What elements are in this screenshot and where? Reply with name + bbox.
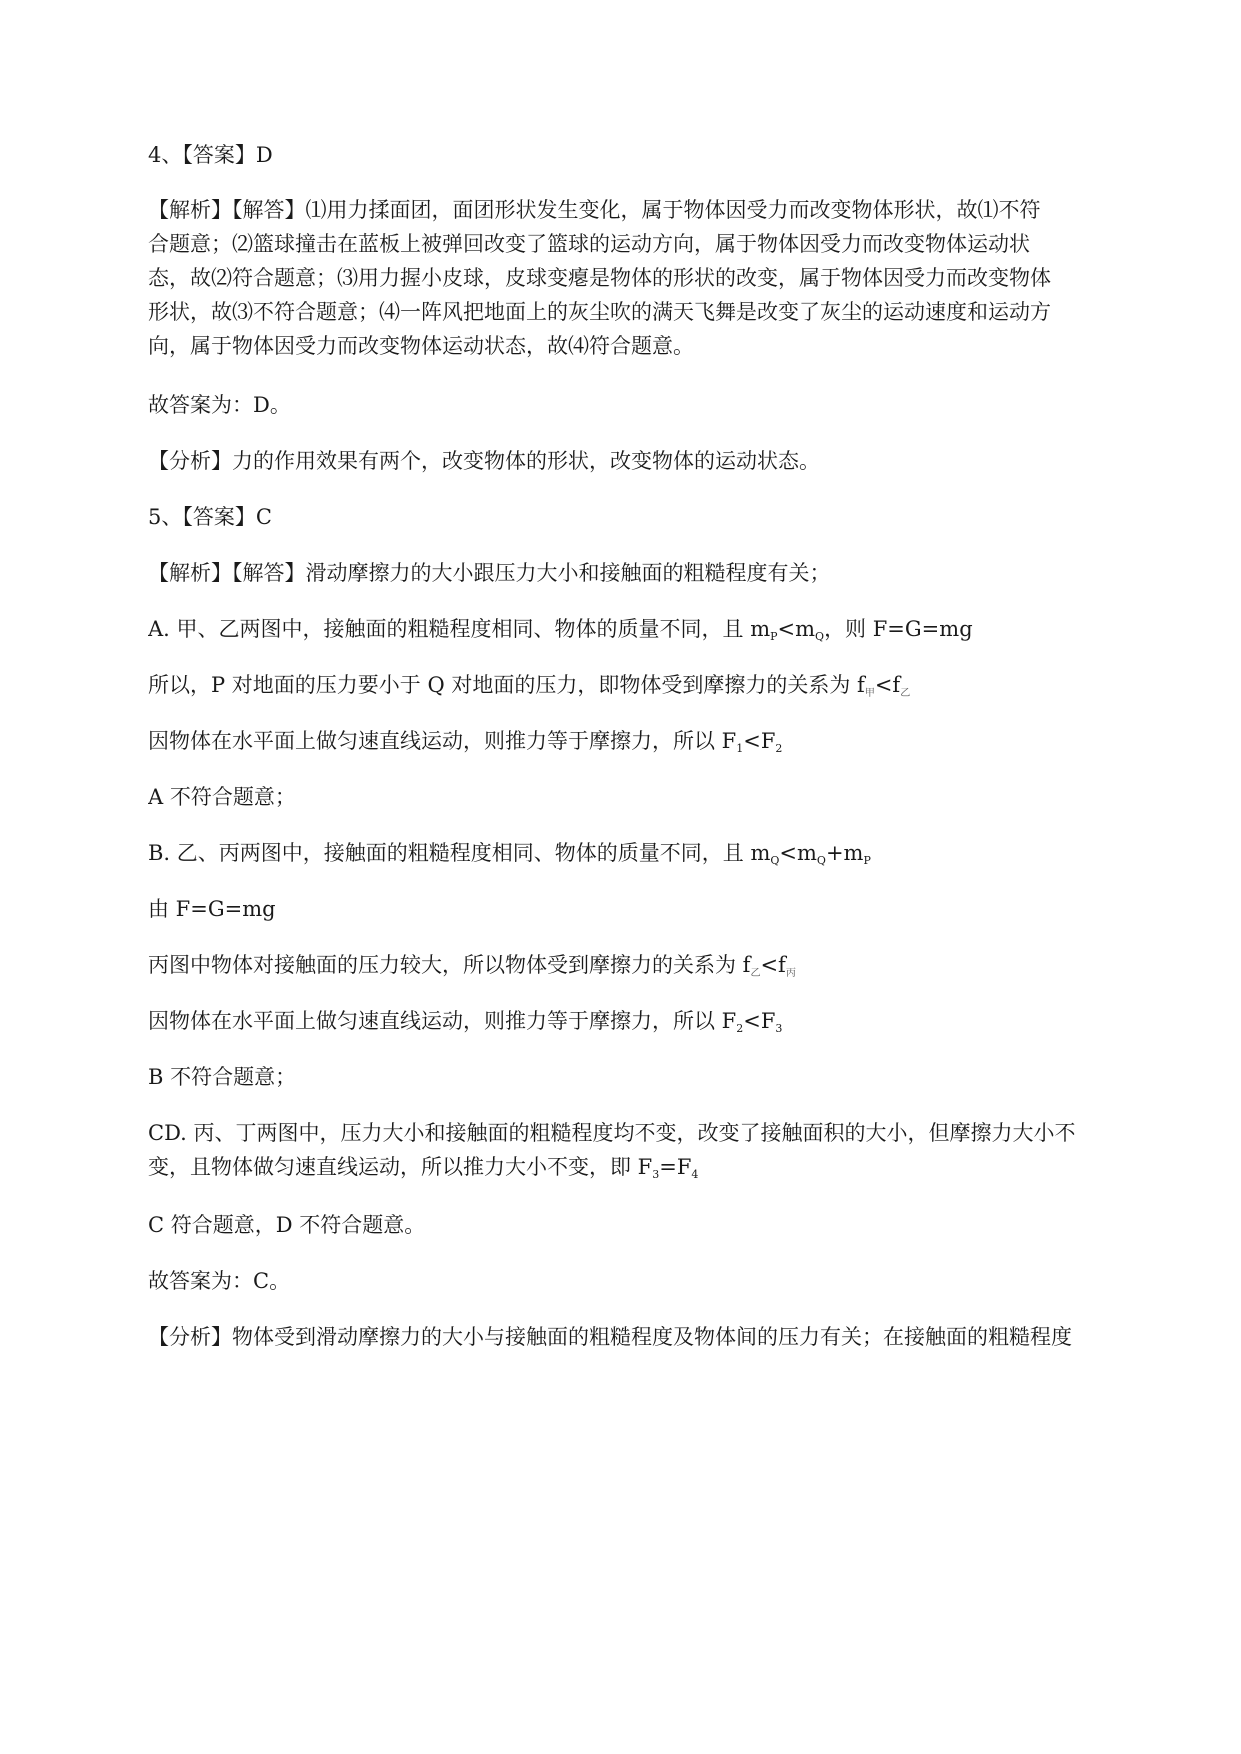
- subscript: 3: [652, 1168, 660, 1181]
- q4-analysis-line-4: 形状，故⑶不符合题意；⑷一阵风把地面上的灰尘吹的满天飞舞是改变了灰尘的运动速度和运动方: [148, 300, 1051, 324]
- text: <F: [743, 1009, 776, 1033]
- subscript: 乙: [750, 968, 761, 979]
- q5-option-a-line-2: [148, 670, 1148, 700]
- subscript: 甲: [864, 688, 875, 699]
- text: A. 甲、乙两图中，接触面的粗糙程度相同、物体的质量不同，且 m: [148, 617, 771, 641]
- text: <F: [743, 729, 776, 753]
- subscript: Q: [816, 854, 826, 867]
- text: <m: [779, 841, 817, 865]
- subscript: 4: [691, 1168, 699, 1181]
- q5-summary: 【分析】物体受到滑动摩擦力的大小与接触面的粗糙程度及物体间的压力有关；在接触面的粗糙程度: [148, 1325, 1072, 1349]
- subscript: 丙: [785, 968, 796, 979]
- text: B. 乙、丙两图中，接触面的粗糙程度相同、物体的质量不同，且 m: [148, 841, 771, 865]
- subscript: 2: [736, 1022, 744, 1035]
- text: <f: [874, 673, 901, 697]
- q4-analysis-line-2: 合题意；⑵篮球撞击在蓝板上被弹回改变了篮球的运动方向，属于物体因受力而改变物体运动状: [148, 232, 1030, 256]
- text: ，则 F=G=mg: [824, 617, 973, 641]
- q4-conclusion: 故答案为：D。: [148, 393, 291, 417]
- subscript: 3: [775, 1022, 783, 1035]
- text: +m: [825, 841, 864, 865]
- subscript: 1: [736, 742, 744, 755]
- subscript: Q: [770, 854, 780, 867]
- text: =F: [659, 1155, 692, 1179]
- q5-option-b-line-4: [148, 1006, 1148, 1036]
- subscript: P: [770, 630, 778, 643]
- q5-option-cd-line-3: C 符合题意，D 不符合题意。: [148, 1213, 426, 1237]
- q4-summary: 【分析】力的作用效果有两个，改变物体的形状，改变物体的运动状态。: [148, 449, 820, 473]
- subscript: Q: [815, 630, 825, 643]
- q5-conclusion: 故答案为：C。: [148, 1269, 291, 1293]
- text: 丙图中物体对接触面的压力较大，所以物体受到摩擦力的关系为 f: [148, 953, 751, 977]
- text: 因物体在水平面上做匀速直线运动，则推力等于摩擦力，所以 F: [148, 729, 737, 753]
- q5-analysis-intro: 【解析】【解答】滑动摩擦力的大小跟压力大小和接触面的粗糙程度有关；: [148, 561, 831, 585]
- q5-option-b-line-3: [148, 950, 1148, 980]
- q5-answer: 5、【答案】C: [148, 505, 272, 529]
- subscript: 乙: [900, 688, 911, 699]
- subscript: 2: [775, 742, 783, 755]
- q4-answer: 4、【答案】D: [148, 143, 273, 167]
- q4-analysis-line-5: 向，属于物体因受力而改变物体运动状态，故⑷符合题意。: [148, 334, 694, 358]
- q5-option-cd-line-2: [148, 1152, 1148, 1182]
- subscript: P: [863, 854, 871, 867]
- text: 因物体在水平面上做匀速直线运动，则推力等于摩擦力，所以 F: [148, 1009, 737, 1033]
- text: <m: [777, 617, 816, 641]
- text: 所以，P 对地面的压力要小于 Q 对地面的压力，即物体受到摩擦力的关系为 f: [148, 673, 865, 697]
- text: <f: [760, 953, 786, 977]
- q5-option-a-line-1: [148, 614, 1148, 644]
- q5-option-b-line-5: B 不符合题意；: [148, 1065, 297, 1089]
- text: 变，且物体做匀速直线运动，所以推力大小不变，即 F: [148, 1155, 653, 1179]
- q5-option-b-line-1: [148, 838, 1148, 868]
- q5-option-a-line-3: [148, 726, 1148, 756]
- q4-analysis-line-3: 态，故⑵符合题意；⑶用力握小皮球，皮球变瘪是物体的形状的改变，属于物体因受力而改变物体: [148, 266, 1051, 290]
- q5-option-b-line-2: 由 F=G=mg: [148, 897, 276, 921]
- q5-option-cd-line-1: CD. 丙、丁两图中，压力大小和接触面的粗糙程度均不变，改变了接触面积的大小，但摩擦力大小不: [148, 1121, 1076, 1145]
- q5-option-a-line-4: A 不符合题意；: [148, 785, 296, 809]
- q4-analysis-line-1: 【解析】【解答】⑴用力揉面团，面团形状发生变化，属于物体因受力而改变物体形状，故⑴不符: [148, 198, 1041, 222]
